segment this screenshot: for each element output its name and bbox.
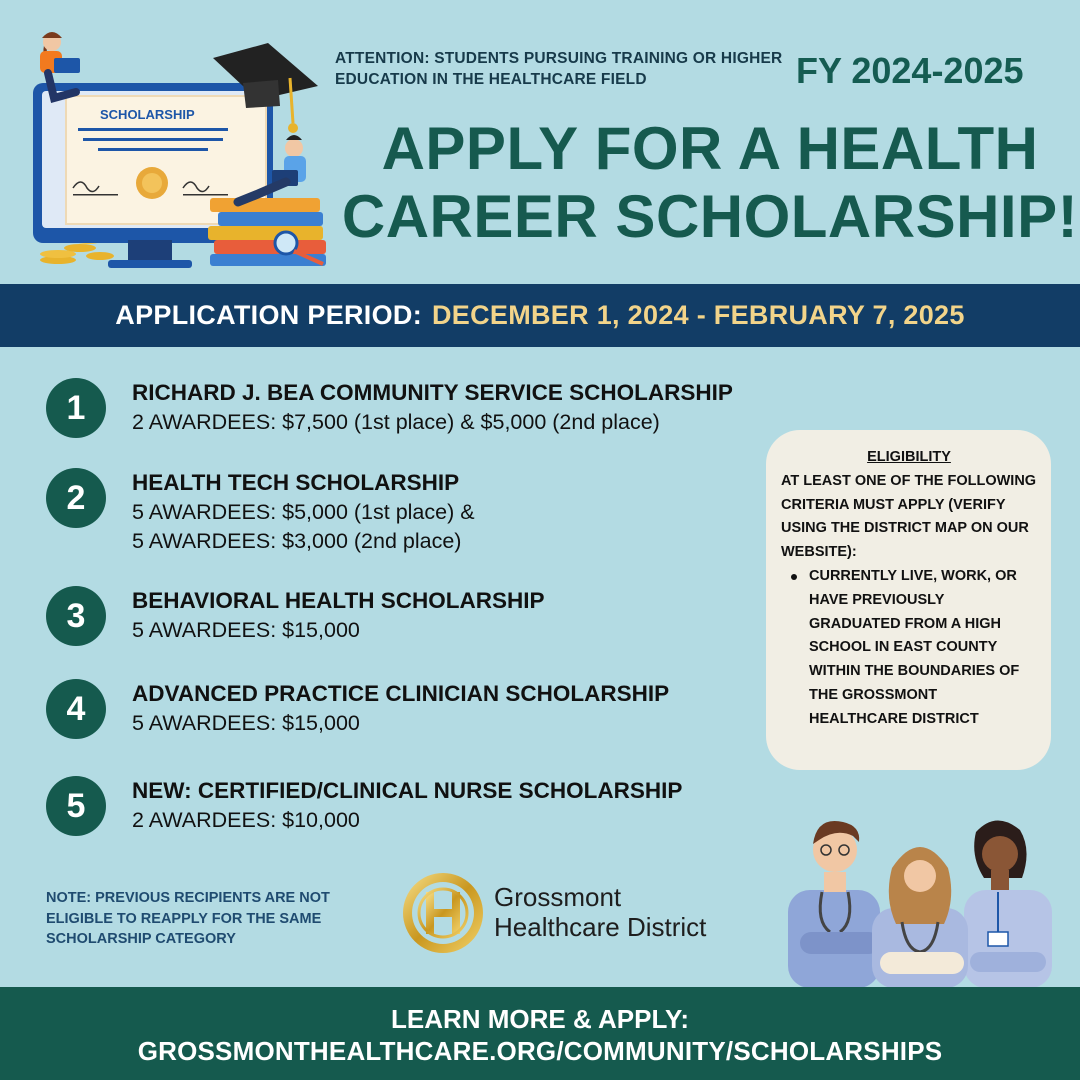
logo-line-1: Grossmont [494,882,622,912]
healthcare-workers-illustration [780,812,1060,988]
number-badge: 1 [46,378,106,438]
number-badge: 5 [46,776,106,836]
male-nurse-icon [788,821,880,988]
hijab-nurse-icon [872,847,968,988]
scholarship-awards: 5 AWARDEES: $15,000 [132,618,360,642]
eligibility-box [766,430,1051,770]
eligibility-criterion: CURRENTLY LIVE, WORK, OR HAVE PREVIOUSLY GRADUATED FROM A HIGH SCHOOL IN EAST COUNTY WITHIN THE BOUNDARIES OF THE GROSSMONT HEALTHCARE DISTRICT [781,565,1037,732]
eligibility-note: NOTE: PREVIOUS RECIPIENTS ARE NOT ELIGIBLE TO REAPPLY FOR THE SAME SCHOLARSHIP CATEGORY [46,890,330,947]
logo-line-2: Healthcare District [494,912,707,942]
footer-call-to-action [0,987,1080,1080]
headline-line-1: APPLY FOR A HEALTH [381,115,1039,182]
page-title [340,115,1080,251]
eligibility-criteria-list [781,565,1037,732]
number-badge: 4 [46,679,106,739]
scholarship-title: ADVANCED PRACTICE CLINICIAN SCHOLARSHIP [132,681,670,706]
number-badge: 2 [46,468,106,528]
application-period-banner [0,284,1080,347]
scholarship-awards: 5 AWARDEES: $15,000 [132,711,360,735]
scholarship-url-link[interactable]: GROSSMONTHEALTHCARE.ORG/COMMUNITY/SCHOLARSHIPS [137,1036,943,1066]
eligibility-title: ELIGIBILITY [867,449,951,465]
scholarship-title: BEHAVIORAL HEALTH SCHOLARSHIP [132,588,545,613]
scholarship-title: HEALTH TECH SCHOLARSHIP [132,470,460,495]
scholarship-awards: 2 AWARDEES: $7,500 (1st place) & $5,000 (2nd place) [132,410,660,434]
certificate-label: SCHOLARSHIP [100,107,195,122]
headline-line-2: CAREER SCHOLARSHIP! [341,183,1079,250]
organization-name [494,882,706,942]
scholarship-awards: 2 AWARDEES: $10,000 [132,808,360,832]
fiscal-year: FY 2024-2025 [796,50,1024,91]
number-badge: 3 [46,586,106,646]
scholarship-awards: 5 AWARDEES: $3,000 (2nd place) [132,529,462,553]
scholarship-awards: 5 AWARDEES: $5,000 (1st place) & [132,500,475,524]
grossmont-logo-icon [400,870,486,956]
application-period-dates: DECEMBER 1, 2024 - FEBRUARY 7, 2025 [432,300,965,330]
scholarship-illustration [28,28,338,273]
female-nurse-icon [964,820,1052,988]
scholarship-title: RICHARD J. BEA COMMUNITY SERVICE SCHOLARSHIP [132,380,733,405]
eligibility-intro: AT LEAST ONE OF THE FOLLOWING CRITERIA MUST APPLY (VERIFY USING THE DISTRICT MAP ON OUR WEBSITE): [781,472,1037,561]
application-period-label: APPLICATION PERIOD: [115,300,422,330]
learn-more-label: LEARN MORE & APPLY: [390,1004,690,1034]
scholarship-title: NEW: CERTIFIED/CLINICAL NURSE SCHOLARSHIP [132,778,683,803]
attention-text: ATTENTION: STUDENTS PURSUING TRAINING OR HIGHER EDUCATION IN THE HEALTHCARE FIELD [335,50,783,88]
